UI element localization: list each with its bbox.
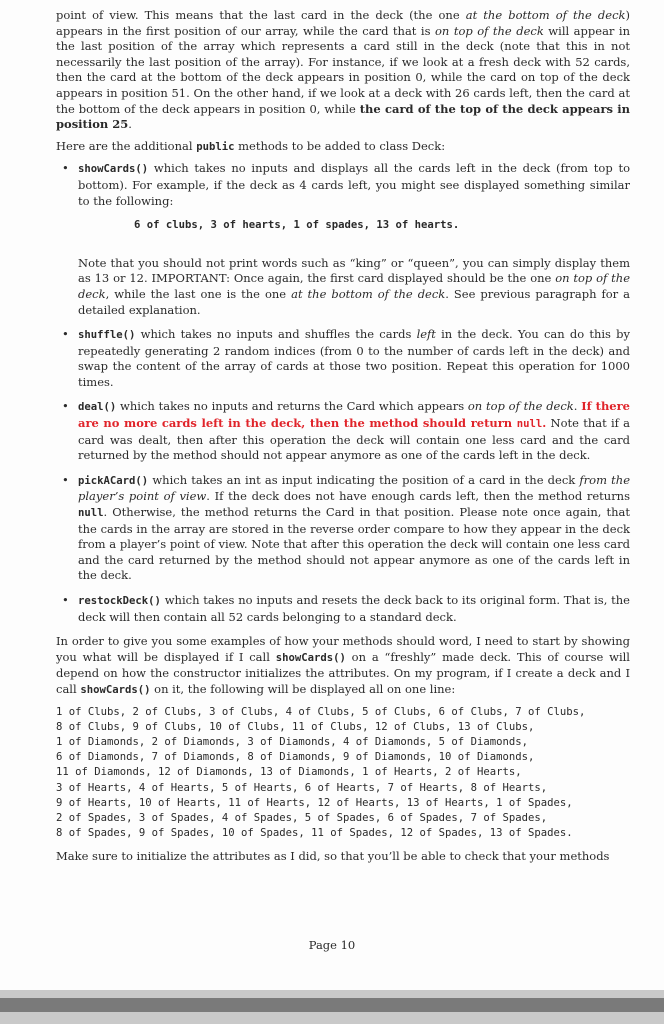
text-span: which takes no inputs and displays all the cards left in the deck (from top to bottom). For example, if the deck as 4 cards left, you might see displayed something similar to the following: bbox=[78, 161, 630, 208]
method-name: showCards() bbox=[78, 163, 149, 176]
listing-line: 9 of Hearts, 10 of Hearts, 11 of Hearts, 12 of Hearts, 13 of Hearts, 1 of Spades, bbox=[56, 796, 573, 809]
text-span: In order to give you some examples of how your methods should word, I need to start by showing you what will be displayed if I call bbox=[56, 634, 630, 664]
text-span-italic: left bbox=[416, 327, 436, 342]
bullet-icon: • bbox=[62, 472, 69, 487]
showcards-note bbox=[78, 256, 630, 318]
text-span: in the deck. You can do this by repeatedly generating 2 random indices (from 0 to the number of cards left in the deck) and swap the content of the array of cards at those two position. Repeat this operation for 1000 times. bbox=[78, 327, 630, 389]
text-span-italic: on top of the deck bbox=[467, 399, 574, 414]
text-span: on it, the following will be displayed all on one line: bbox=[150, 681, 456, 696]
list-item-shuffle bbox=[56, 327, 630, 390]
listing-line: 6 of Diamonds, 7 of Diamonds, 8 of Diamonds, 9 of Diamonds, 10 of Diamonds, bbox=[56, 751, 535, 764]
methods-list bbox=[56, 161, 630, 625]
list-item-showcards bbox=[56, 161, 630, 318]
page-number: Page 10 bbox=[308, 938, 356, 952]
intro-paragraph bbox=[56, 8, 630, 133]
list-item-pickacard bbox=[56, 473, 630, 584]
bullet-icon: • bbox=[62, 399, 69, 414]
listing-line: 3 of Hearts, 4 of Hearts, 5 of Hearts, 6 of Hearts, 7 of Hearts, 8 of Hearts, bbox=[56, 781, 548, 794]
text-span: . See previous paragraph for a detailed explanation. bbox=[78, 286, 630, 317]
deck-listing bbox=[56, 705, 630, 842]
code-span: showCards() bbox=[275, 651, 346, 664]
text-span: Note that if a card was dealt, then after this operation the deck will contain one less card and the card returned by the method should not appear anymore as one of the cards left in the deck. bbox=[78, 416, 630, 463]
text-span-italic: at the bottom of the deck bbox=[465, 8, 626, 22]
viewer-bottom-bar bbox=[0, 990, 664, 1024]
warning-text: . bbox=[542, 416, 547, 431]
text-span-italic: on top of the deck bbox=[435, 23, 544, 38]
text-span: point of view. This means that the last card in the deck (the one bbox=[56, 8, 466, 22]
method-name: restockDeck() bbox=[78, 595, 161, 607]
bullet-icon: • bbox=[62, 327, 69, 342]
text-span: which takes no inputs and resets the deck back to its original form. That is, the deck will then contain all 52 cards belonging to a standard deck. bbox=[78, 593, 630, 624]
list-item-restockdeck bbox=[56, 593, 630, 625]
text-span: Here are the additional bbox=[56, 138, 197, 153]
text-span: . If the deck does not have enough cards left, then the method returns bbox=[206, 489, 630, 504]
scroll-track[interactable] bbox=[0, 998, 664, 1012]
text-span: methods to be added to class Deck: bbox=[234, 138, 446, 153]
method-name: pickACard() bbox=[78, 474, 149, 487]
text-span-bold: the card of the top of the deck appears in position 25 bbox=[56, 101, 630, 132]
text-span-italic: on top of the deck bbox=[78, 271, 630, 301]
bullet-icon: • bbox=[62, 161, 69, 176]
text-span: on a “freshly” made deck. This of course will depend on how the constructor initializes the attributes. On my program, if I create a deck and I call bbox=[56, 649, 630, 696]
listing-line: 11 of Diamonds, 12 of Diamonds, 13 of Diamonds, 1 of Hearts, 2 of Hearts, bbox=[56, 766, 522, 779]
bullet-icon: • bbox=[62, 593, 69, 607]
text-span-italic: from the player’s point of view bbox=[78, 472, 631, 504]
listing-line: 1 of Clubs, 2 of Clubs, 3 of Clubs, 4 of Clubs, 5 of Clubs, 6 of Clubs, 7 of Clubs, bbox=[56, 705, 586, 718]
warning-text: If there are no more cards left in the deck, then the method should return bbox=[78, 399, 630, 431]
text-span: which takes no inputs and returns the Card which appears bbox=[116, 399, 468, 414]
text-span: . bbox=[128, 117, 132, 132]
closing-paragraph: Make sure to initialize the attributes as I did, so that you’ll be able to check that your methods bbox=[56, 849, 610, 864]
text-span: Note that you should not print words such as “king” or “queen”, you can simply display them as 13 or 12. IMPORTANT: Once again, the first card displayed should be the one bbox=[78, 255, 630, 286]
text-span: . bbox=[573, 399, 582, 414]
list-item-deal bbox=[56, 399, 630, 463]
method-name: deal() bbox=[78, 401, 117, 414]
example-paragraph bbox=[56, 634, 630, 698]
page-content bbox=[56, 8, 630, 871]
method-name: shuffle() bbox=[78, 329, 136, 342]
text-span: ) appears in the first position of our array, while the card that is bbox=[56, 8, 630, 38]
text-span: . Otherwise, the method returns the Card in that position. Please note once again, that the cards in the array are stored in the reverse order compare to how they appear in the deck from a player’s point of view. Note that after this operation the deck will contain one less card and the card returned by the method should not appear anymore as one of the cards left in the deck. bbox=[78, 505, 630, 583]
listing-line: 1 of Diamonds, 2 of Diamonds, 3 of Diamonds, 4 of Diamonds, 5 of Diamonds, bbox=[56, 735, 528, 748]
methods-intro-paragraph bbox=[56, 139, 630, 156]
text-span: will appear in the last position of the array which represents a card still in the deck (note that this in not necessarily the last position of the array). For instance, if we look at a fresh deck with 52 cards, then the card at the bottom of the deck appears in position 0, while the card on top of the deck appears in position 51. On the other hand, if we look at a deck with 26 cards left, then the card at the bottom of the deck appears in position 0, while bbox=[56, 23, 630, 116]
text-span: which takes an int as input indicating the position of a card in the deck bbox=[148, 472, 580, 487]
code-span: null bbox=[78, 507, 104, 520]
code-span: public bbox=[196, 140, 235, 153]
code-span: showCards() bbox=[80, 683, 151, 696]
sample-output: 6 of clubs, 3 of hearts, 1 of spades, 13 of hearts. bbox=[134, 219, 460, 232]
text-span: which takes no inputs and shuffles the cards bbox=[135, 327, 417, 342]
warning-code: null bbox=[516, 418, 543, 431]
listing-line: 2 of Spades, 3 of Spades, 4 of Spades, 5 of Spades, 6 of Spades, 7 of Spades, bbox=[56, 811, 548, 824]
listing-line: 8 of Clubs, 9 of Clubs, 10 of Clubs, 11 of Clubs, 12 of Clubs, 13 of Clubs, bbox=[56, 720, 535, 733]
text-span-italic: at the bottom of the deck bbox=[291, 286, 446, 301]
text-span: , while the last one is the one bbox=[105, 286, 292, 301]
listing-line: 8 of Spades, 9 of Spades, 10 of Spades, 11 of Spades, 12 of Spades, 13 of Spades. bbox=[56, 827, 573, 840]
